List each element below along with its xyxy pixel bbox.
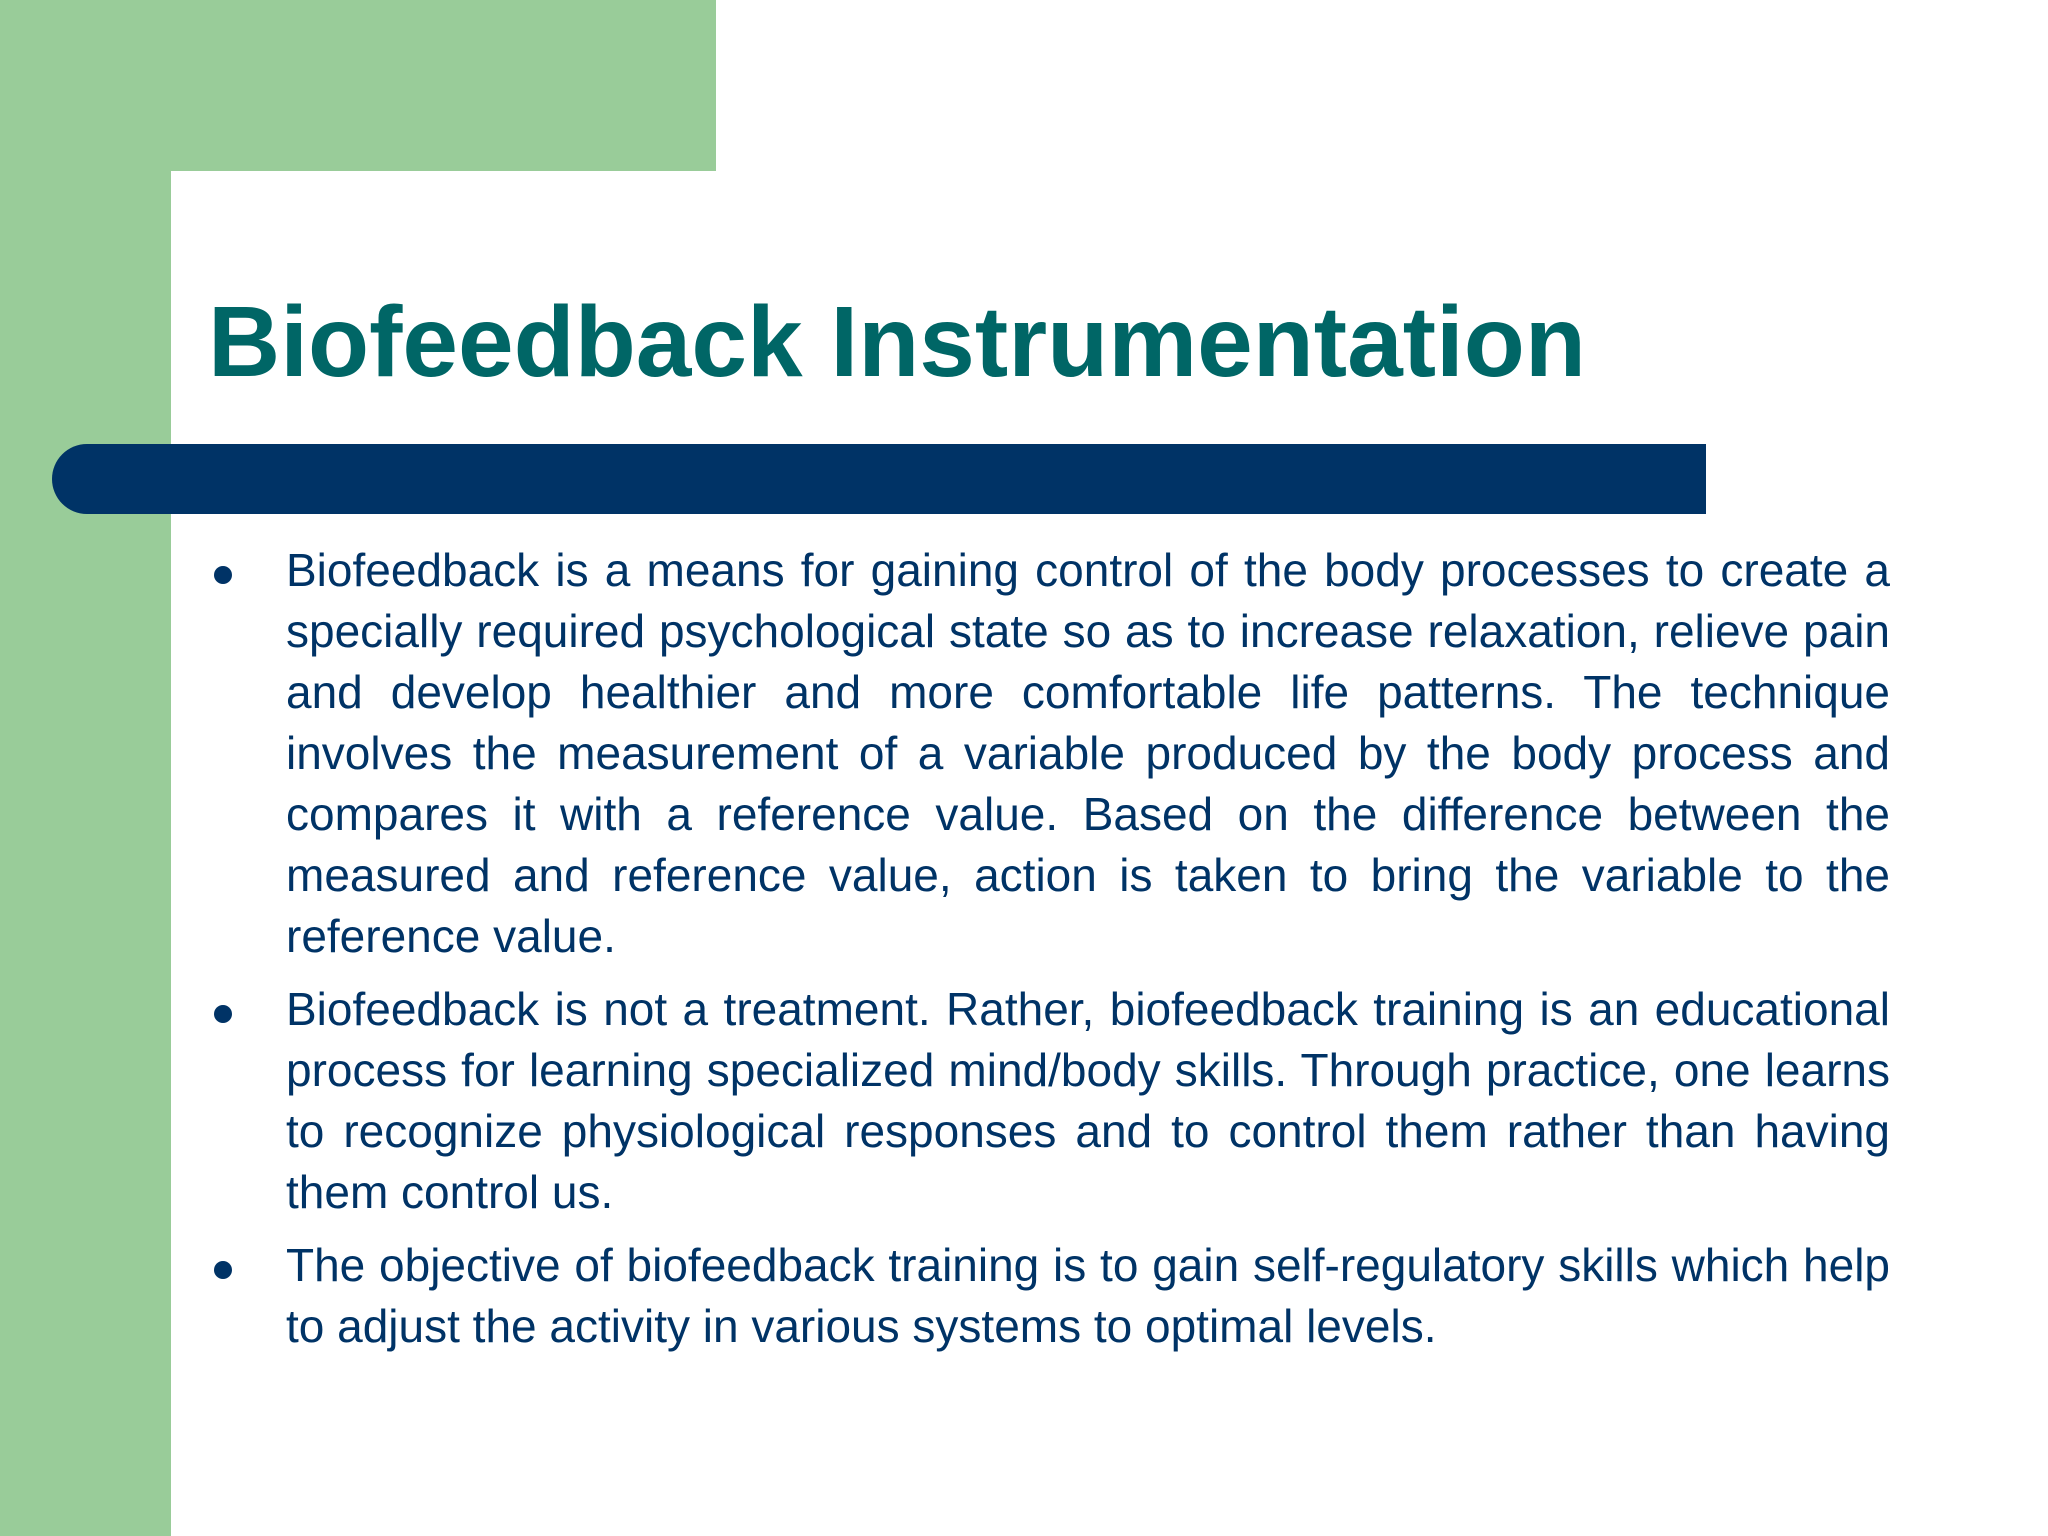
slide-title: Biofeedback Instrumentation [208,286,1586,398]
bullet-item [208,540,1890,967]
title-divider-bar [52,444,1706,514]
bullet-item [208,1235,1890,1357]
bullet-text: Biofeedback is not a treatment. Rather, biofeedback training is an educational process for learning specialized mind/body skills. Through practice, one learns to recognize physiological responses and to control them rather than having them control us. [286,983,1890,1218]
bullet-dot-icon [214,1005,232,1023]
bullet-text: Biofeedback is a means for gaining control of the body processes to create a specially required psychological state so as to increase relaxation, relieve pain and develop healthier and more comfortable life patterns. The technique involves the measurement of a variable produced by the body process and compares it with a reference value. Based on the difference between the measured and reference value, action is taken to bring the variable to the reference value. [286,544,1890,962]
bullet-text: The objective of biofeedback training is to gain self-regulatory skills which help to adjust the activity in various systems to optimal levels. [286,1239,1890,1352]
green-accent-left [0,0,171,1536]
bullet-dot-icon [214,1261,232,1279]
bullet-list [208,540,1890,1369]
bullet-dot-icon [214,566,232,584]
bullet-item [208,979,1890,1223]
